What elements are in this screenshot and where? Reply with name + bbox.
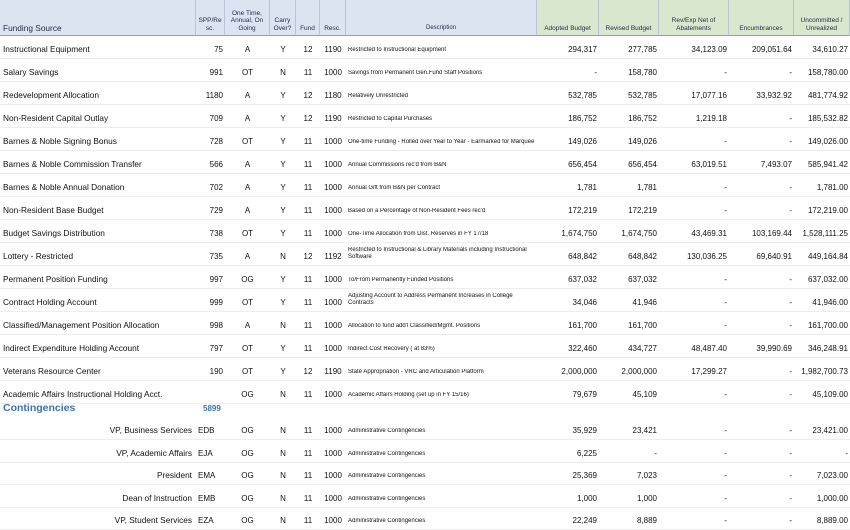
cell-description: Restricted to Instructional Equipment <box>348 47 447 53</box>
section-contingencies <box>0 402 850 416</box>
cell-encumbrances: - <box>789 390 792 399</box>
cell-encumbrances: 33,932.92 <box>756 91 792 100</box>
table-row <box>0 418 850 440</box>
cell-funding-source: President <box>156 471 192 481</box>
cell-adopted: 1,674,750 <box>561 229 597 238</box>
cell-abatements: 34,123.09 <box>691 45 727 54</box>
cell-abatements: - <box>724 183 727 192</box>
cell-carry: N <box>280 426 286 436</box>
header-adopted: Adopted Budget <box>537 0 599 36</box>
cell-resc: 1190 <box>324 367 342 376</box>
cell-revised: 637,032 <box>628 275 657 284</box>
cell-onetime: OT <box>241 344 254 353</box>
cell-spp: EDB <box>198 426 215 436</box>
cell-carry: Y <box>280 206 286 215</box>
cell-onetime: A <box>244 183 251 192</box>
cell-adopted: 25,369 <box>572 471 597 481</box>
cell-revised: 1,000 <box>636 493 657 503</box>
table-row <box>0 174 850 197</box>
cell-carry: Y <box>280 367 286 376</box>
table-row <box>0 463 850 485</box>
cell-encumbrances: - <box>789 448 792 458</box>
cell-funding-source: Academic Affairs Instructional Holding Acct. <box>3 390 163 399</box>
cell-fund: 11 <box>303 321 313 330</box>
table-row <box>0 197 850 220</box>
cell-uncommitted: 1,000.00 <box>816 493 848 503</box>
cell-carry: N <box>280 68 286 77</box>
cell-spp: 1180 <box>205 91 223 100</box>
cell-onetime: OG <box>241 426 254 436</box>
cell-resc: 1000 <box>324 68 342 77</box>
cell-fund: 11 <box>303 229 313 238</box>
cell-abatements: 1,219.18 <box>695 114 727 123</box>
cell-abatements: - <box>724 68 727 77</box>
cell-onetime: OG <box>241 515 254 525</box>
cell-fund: 11 <box>303 298 313 307</box>
cell-carry: N <box>280 515 286 525</box>
cell-spp: 566 <box>209 160 223 169</box>
cell-description: Savings from Permanent Gen.Fund Staff Positions <box>348 70 483 76</box>
cell-resc: 1000 <box>324 344 342 353</box>
cell-resc: 1000 <box>324 448 342 458</box>
cell-funding-source: Contract Holding Account <box>3 298 97 307</box>
cell-spp: 999 <box>209 298 223 307</box>
cell-fund: 12 <box>303 45 313 54</box>
header-funding-source: Funding Source <box>0 0 196 36</box>
cell-spp: 738 <box>209 229 223 238</box>
cell-carry: N <box>280 471 286 481</box>
cell-resc: 1000 <box>324 229 342 238</box>
cell-adopted: 161,700 <box>568 321 597 330</box>
cell-abatements: - <box>724 206 727 215</box>
cell-description: Administrative Contingencies <box>348 495 426 502</box>
cell-revised: 1,674,750 <box>621 229 657 238</box>
header-revised: Revised Budget <box>599 0 659 36</box>
cell-encumbrances: - <box>789 367 792 376</box>
table-row <box>0 243 850 266</box>
cell-resc: 1190 <box>324 114 342 123</box>
cell-funding-source: Classified/Management Position Allocation <box>3 321 160 330</box>
cell-revised: 172,219 <box>628 206 657 215</box>
cell-encumbrances: - <box>789 183 792 192</box>
cell-revised: 23,421 <box>632 426 657 436</box>
cell-adopted: 172,219 <box>568 206 597 215</box>
table-row <box>0 335 850 358</box>
cell-carry: N <box>280 252 286 261</box>
cell-onetime: OT <box>241 229 254 238</box>
cell-spp: 729 <box>209 206 223 215</box>
cell-carry: Y <box>280 275 286 284</box>
cell-abatements: 63,019.51 <box>691 160 727 169</box>
cell-onetime: OT <box>241 298 254 307</box>
table-row <box>0 485 850 507</box>
cell-abatements: - <box>724 493 727 503</box>
cell-resc: 1000 <box>324 183 342 192</box>
cell-onetime: A <box>244 114 251 123</box>
cell-spp: 997 <box>209 275 223 284</box>
cell-encumbrances: - <box>789 206 792 215</box>
cell-spp: EJA <box>198 448 213 458</box>
cell-uncommitted: 45,109.00 <box>812 390 848 399</box>
cell-resc: 1000 <box>324 515 342 525</box>
cell-encumbrances: - <box>789 137 792 146</box>
table-row <box>0 220 850 243</box>
cell-funding-source: Lottery - Restricted <box>3 252 74 261</box>
cell-funding-source: Barnes & Noble Signing Bonus <box>3 137 117 146</box>
cell-carry: Y <box>280 91 286 100</box>
cell-fund: 11 <box>303 206 313 215</box>
cell-onetime: A <box>244 252 251 261</box>
cell-revised: 8,889 <box>636 515 657 525</box>
cell-funding-source: Salary Savings <box>3 68 59 77</box>
cell-adopted: 322,460 <box>568 344 597 353</box>
cell-fund: 11 <box>303 137 313 146</box>
cell-uncommitted: 41,946.00 <box>812 298 848 307</box>
cell-revised: 45,109 <box>632 390 657 399</box>
cell-encumbrances: - <box>789 68 792 77</box>
cell-onetime: A <box>244 45 251 54</box>
cell-funding-source: Budget Savings Distribution <box>3 229 105 238</box>
cell-abatements: - <box>724 137 727 146</box>
header-spp: SPP/Re sc. <box>196 0 225 36</box>
cell-spp: EZA <box>198 515 214 525</box>
cell-carry: Y <box>280 160 286 169</box>
cell-spp: 797 <box>209 344 223 353</box>
cell-onetime: OG <box>241 390 254 399</box>
cell-abatements: 130,036.25 <box>686 252 727 261</box>
cell-funding-source: Redevelopment Allocation <box>3 91 99 100</box>
section-label: Contingencies <box>3 402 76 414</box>
cell-uncommitted: 1,528,111.25 <box>802 229 848 238</box>
cell-resc: 1000 <box>324 160 342 169</box>
cell-adopted: 648,842 <box>568 252 597 261</box>
cell-uncommitted: 23,421.00 <box>812 426 848 436</box>
cell-abatements: 17,299.27 <box>691 367 727 376</box>
cell-funding-source: Barnes & Noble Annual Donation <box>3 183 125 192</box>
cell-resc: 1180 <box>324 91 342 100</box>
cell-spp: 991 <box>209 68 223 77</box>
cell-adopted: 1,000 <box>576 493 597 503</box>
cell-onetime: OG <box>241 275 254 284</box>
cell-fund: 11 <box>303 493 313 503</box>
header-resc: Resc. <box>320 0 346 36</box>
cell-abatements: 43,469.31 <box>691 229 727 238</box>
cell-description: Relatively Unrestricted <box>348 93 409 99</box>
cell-description: Restricted to Instructional & Library Materials including Instructional Software <box>348 247 527 260</box>
cell-resc: 1000 <box>324 471 342 481</box>
table-row <box>0 128 850 151</box>
cell-uncommitted: 637,032.00 <box>807 275 848 284</box>
cell-funding-source: Permanent Position Funding <box>3 275 108 284</box>
cell-onetime: A <box>244 91 251 100</box>
cell-spp: 735 <box>209 252 223 261</box>
cell-uncommitted: 172,219.00 <box>807 206 848 215</box>
cell-uncommitted: 158,780.00 <box>807 68 848 77</box>
cell-fund: 11 <box>303 426 313 436</box>
cell-adopted: 2,000,000 <box>561 367 597 376</box>
cell-uncommitted: 585,941.42 <box>807 160 848 169</box>
cell-fund: 11 <box>303 344 313 353</box>
cell-encumbrances: - <box>789 426 792 436</box>
cell-uncommitted: 346,248.91 <box>807 344 848 353</box>
cell-description: Administrative Contingencies <box>348 517 426 524</box>
cell-fund: 11 <box>303 448 313 458</box>
table-row <box>0 358 850 381</box>
header-encumbrances: Encumbrances <box>729 0 794 36</box>
cell-spp: 728 <box>209 137 223 146</box>
cell-carry: Y <box>280 298 286 307</box>
cell-abatements: - <box>724 321 727 330</box>
cell-onetime: OT <box>241 137 254 146</box>
cell-uncommitted: 1,781.00 <box>816 183 848 192</box>
cell-description: Indirect Cost Recovery ( at 83%) <box>348 346 435 352</box>
cell-description: Administrative Contingencies <box>348 428 426 435</box>
cell-funding-source: Non-Resident Capital Outlay <box>3 114 109 123</box>
cell-encumbrances: - <box>789 114 792 123</box>
table-row <box>0 440 850 462</box>
cell-spp: 709 <box>209 114 223 123</box>
cell-description: Administrative Contingencies <box>348 473 426 480</box>
table-row <box>0 151 850 174</box>
cell-uncommitted: 449,164.84 <box>807 252 848 261</box>
cell-spp: 75 <box>214 45 223 54</box>
cell-resc: 1000 <box>324 298 342 307</box>
cell-carry: Y <box>280 183 286 192</box>
cell-carry: Y <box>280 229 286 238</box>
cell-fund: 12 <box>303 367 313 376</box>
cell-resc: 1000 <box>324 426 342 436</box>
cell-adopted: 532,785 <box>568 91 597 100</box>
cell-adopted: 79,679 <box>572 390 597 399</box>
cell-abatements: - <box>724 448 727 458</box>
table-header <box>0 0 850 36</box>
cell-onetime: OT <box>241 367 254 376</box>
cell-revised: 186,752 <box>628 114 657 123</box>
cell-encumbrances: 103,169.44 <box>751 229 792 238</box>
cell-resc: 1000 <box>324 390 342 399</box>
cell-fund: 12 <box>303 114 313 123</box>
cell-encumbrances: 209,051.64 <box>751 45 792 54</box>
cell-uncommitted: - <box>845 448 848 458</box>
cell-revised: 2,000,000 <box>621 367 657 376</box>
cell-revised: 434,727 <box>628 344 657 353</box>
cell-revised: 532,785 <box>628 91 657 100</box>
cell-description: Administrative Contingencies <box>348 450 426 457</box>
cell-adopted: 35,929 <box>572 426 597 436</box>
cell-description: Annual Gift from B&N per Contract <box>348 185 441 191</box>
cell-revised: 161,700 <box>628 321 657 330</box>
cell-description: Adjusting Account to Address Permanent Increases in College Contracts <box>348 293 513 306</box>
cell-adopted: 34,046 <box>572 298 597 307</box>
header-fund: Fund <box>296 0 320 36</box>
cell-resc: 1000 <box>324 206 342 215</box>
cell-uncommitted: 8,889.00 <box>816 515 848 525</box>
cell-encumbrances: 69,640.91 <box>756 252 792 261</box>
cell-onetime: OG <box>241 493 254 503</box>
cell-funding-source: Non-Resident Base Budget <box>3 206 104 215</box>
table-row <box>0 105 850 128</box>
header-abatements: Rev/Exp Net of Abatements <box>659 0 729 36</box>
cell-fund: 11 <box>303 471 313 481</box>
cell-adopted: 1,781 <box>576 183 597 192</box>
cell-description: To/From Permanently Funded Positions <box>348 277 454 283</box>
cell-abatements: - <box>724 298 727 307</box>
cell-fund: 11 <box>303 183 313 192</box>
cell-description: One-time Funding - Rolled over Year to Year - Earmarked for Marquee <box>348 139 535 145</box>
cell-uncommitted: 149,026.00 <box>807 137 848 146</box>
cell-adopted: - <box>594 68 597 77</box>
cell-revised: 41,946 <box>632 298 657 307</box>
cell-abatements: - <box>724 275 727 284</box>
cell-carry: N <box>280 448 286 458</box>
cell-encumbrances: - <box>789 493 792 503</box>
cell-resc: 1000 <box>324 275 342 284</box>
header-uncommitted: Uncommitted / Unrealized <box>794 0 850 36</box>
cell-funding-source: Veterans Resource Center <box>3 367 101 376</box>
cell-encumbrances: - <box>789 275 792 284</box>
cell-description: State Appropriation - VRC and Articulation Platform <box>348 369 484 375</box>
cell-spp: EMA <box>198 471 216 481</box>
cell-uncommitted: 1,982,700.73 <box>801 367 848 376</box>
table-row <box>0 312 850 335</box>
table-row <box>0 36 850 59</box>
cell-carry: Y <box>280 137 286 146</box>
table-row <box>0 59 850 82</box>
cell-fund: 11 <box>303 275 313 284</box>
table-row <box>0 381 850 404</box>
cell-carry: Y <box>280 344 286 353</box>
cell-resc: 1000 <box>324 493 342 503</box>
cell-description: Based on a Percentage of Non-Resident Fees rec'd <box>348 208 486 214</box>
cell-spp: EMB <box>198 493 216 503</box>
cell-adopted: 186,752 <box>568 114 597 123</box>
cell-uncommitted: 7,023.00 <box>816 471 848 481</box>
cell-onetime: OG <box>241 471 254 481</box>
cell-abatements: - <box>724 471 727 481</box>
cell-uncommitted: 185,532.82 <box>807 114 848 123</box>
cell-description: Restricted to Capital Purchases <box>348 116 433 122</box>
cell-fund: 11 <box>303 68 313 77</box>
cell-adopted: 637,032 <box>568 275 597 284</box>
header-description: Description <box>346 0 537 36</box>
cell-encumbrances: - <box>789 298 792 307</box>
cell-resc: 1000 <box>324 321 342 330</box>
cell-abatements: 17,077.16 <box>691 91 727 100</box>
cell-funding-source: Indirect Expenditure Holding Account <box>3 344 140 353</box>
cell-fund: 12 <box>303 91 313 100</box>
cell-description: Allocation to fund add'l Classified/Mgmt. Positions <box>348 323 481 329</box>
cell-fund: 11 <box>303 390 313 399</box>
header-onetime: One Time, Annual, On Going <box>225 0 270 36</box>
cell-revised: 1,781 <box>636 183 657 192</box>
cell-encumbrances: 39,990.69 <box>756 344 792 353</box>
cell-spp: 190 <box>209 367 223 376</box>
cell-onetime: A <box>244 206 251 215</box>
cell-carry: N <box>280 321 286 330</box>
table-row <box>0 82 850 105</box>
cell-onetime: OT <box>241 68 254 77</box>
cell-abatements: - <box>724 426 727 436</box>
cell-adopted: 294,317 <box>568 45 597 54</box>
cell-onetime: A <box>244 160 251 169</box>
cell-revised: 149,026 <box>628 137 657 146</box>
cell-revised: 648,842 <box>628 252 657 261</box>
cell-uncommitted: 161,700.00 <box>807 321 848 330</box>
cell-carry: Y <box>280 45 286 54</box>
cell-revised: 277,785 <box>628 45 657 54</box>
table-row <box>0 289 850 312</box>
cell-adopted: 656,454 <box>568 160 597 169</box>
cell-description: Annual Commissions rec'd from B&N <box>348 162 447 168</box>
cell-adopted: 22,249 <box>572 515 597 525</box>
cell-uncommitted: 34,610.27 <box>812 45 848 54</box>
cell-revised: 7,023 <box>636 471 657 481</box>
cell-abatements: 48,487.40 <box>691 344 727 353</box>
cell-funding-source: Dean of Instruction <box>122 493 192 503</box>
cell-onetime: OG <box>241 448 254 458</box>
cell-uncommitted: 481,774.92 <box>807 91 848 100</box>
cell-encumbrances: 7,493.07 <box>760 160 792 169</box>
cell-carry: N <box>280 390 286 399</box>
cell-carry: Y <box>280 114 286 123</box>
table-row <box>0 266 850 289</box>
cell-carry: N <box>280 493 286 503</box>
cell-revised: 656,454 <box>628 160 657 169</box>
cell-resc: 1000 <box>324 137 342 146</box>
cell-description: Academic Affairs Holding (set up in FY 15/16) <box>348 392 469 398</box>
header-carry: Carry Over? <box>270 0 296 36</box>
cell-funding-source: VP, Student Services <box>114 515 192 525</box>
cell-funding-source: Barnes & Noble Commission Transfer <box>3 160 142 169</box>
cell-adopted: 6,225 <box>576 448 597 458</box>
cell-revised: 158,780 <box>628 68 657 77</box>
cell-adopted: 149,026 <box>568 137 597 146</box>
cell-abatements: - <box>724 390 727 399</box>
cell-abatements: - <box>724 515 727 525</box>
cell-description: One-Time Allocation from Dist. Reserves in FY 17/18 <box>348 231 489 237</box>
cell-funding-source: VP, Business Services <box>109 426 192 436</box>
cell-funding-source: VP, Academic Affairs <box>116 448 192 458</box>
cell-revised: - <box>654 448 657 458</box>
cell-onetime: A <box>244 321 251 330</box>
cell-spp: 702 <box>209 183 223 192</box>
cell-resc: 1190 <box>324 45 342 54</box>
table-row <box>0 508 850 530</box>
cell-fund: 11 <box>303 160 313 169</box>
section-number: 5899 <box>203 404 221 413</box>
cell-encumbrances: - <box>789 321 792 330</box>
cell-spp: 998 <box>209 321 223 330</box>
cell-fund: 11 <box>303 515 313 525</box>
cell-fund: 12 <box>303 252 313 261</box>
cell-encumbrances: - <box>789 515 792 525</box>
cell-encumbrances: - <box>789 471 792 481</box>
cell-funding-source: Instructional Equipment <box>3 45 90 54</box>
cell-resc: 1192 <box>324 252 342 261</box>
